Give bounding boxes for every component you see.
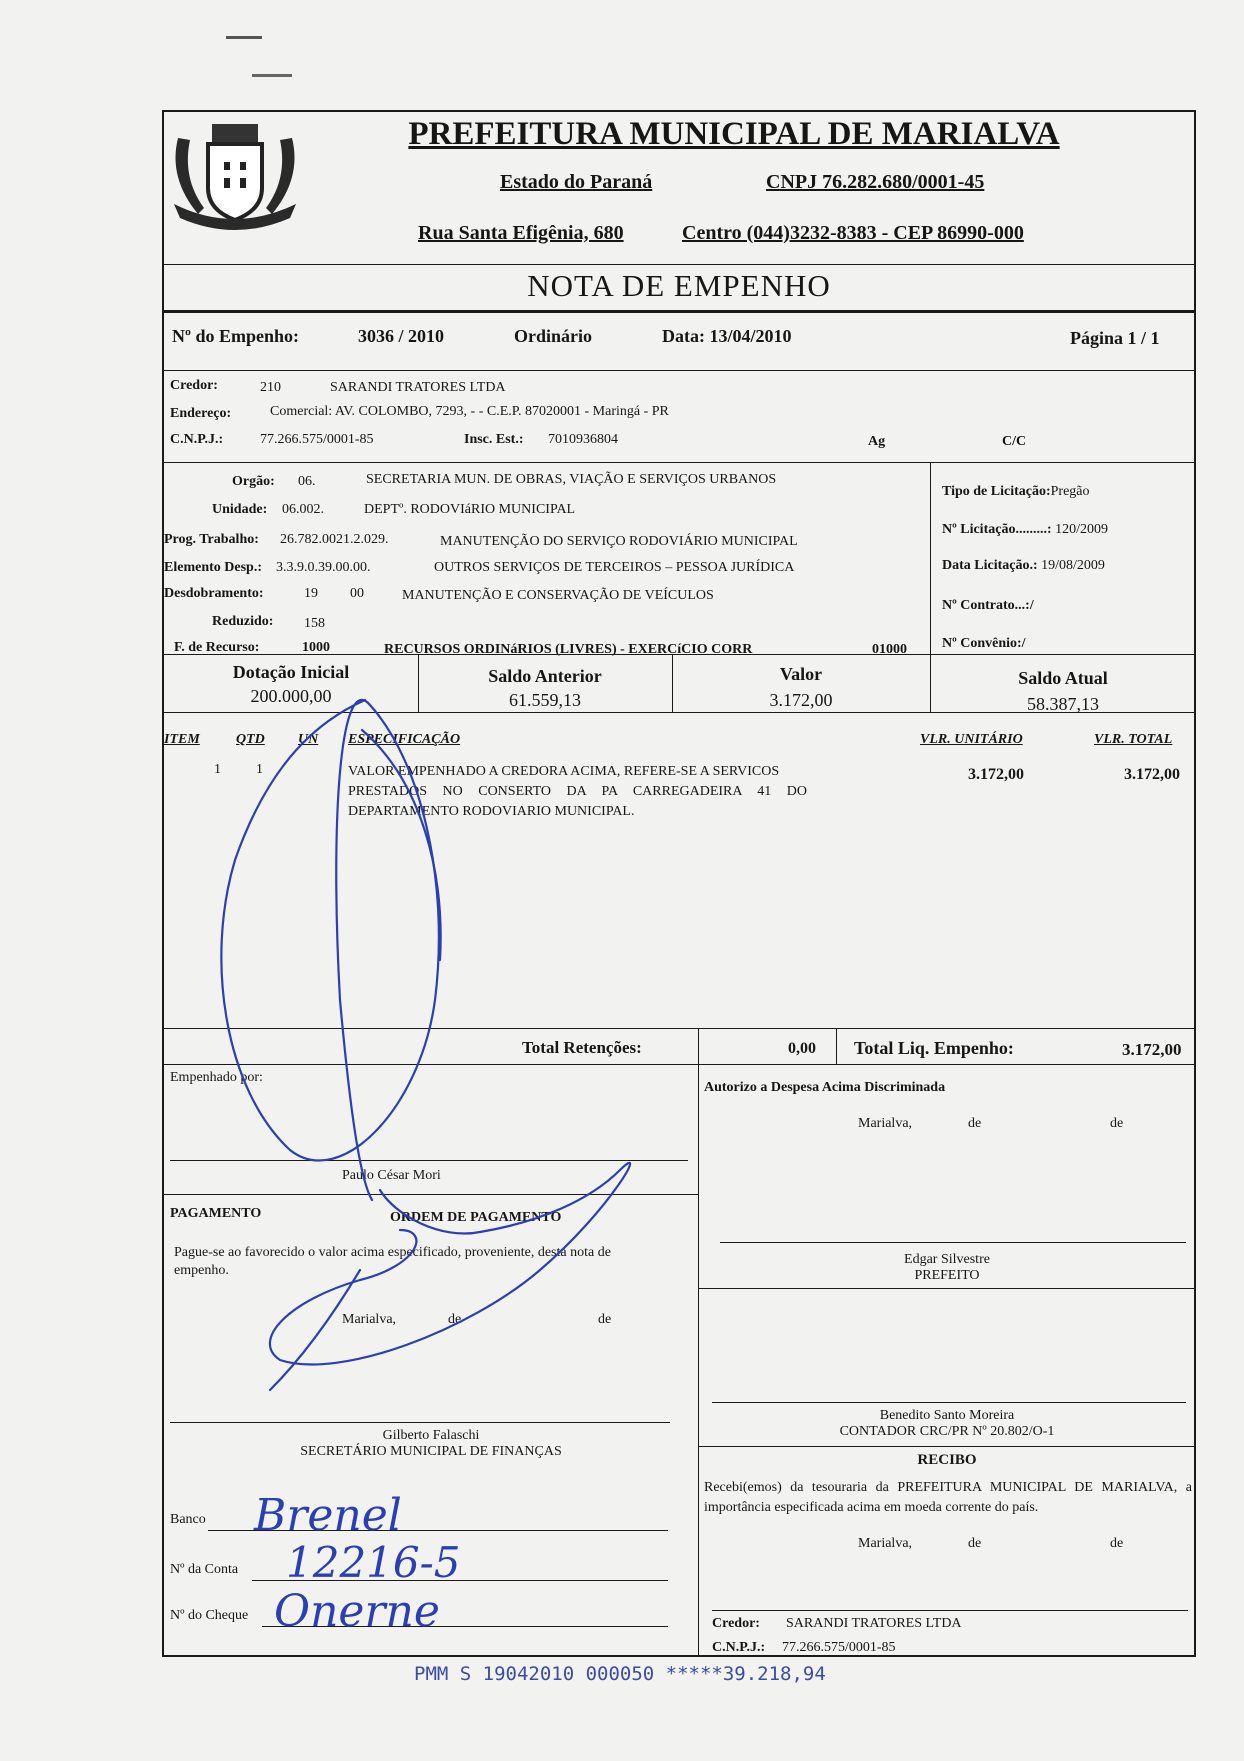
elem-name: OUTROS SERVIÇOS DE TERCEIROS – PESSOA JURÍDICA <box>434 560 795 575</box>
anterior-label: Saldo Anterior <box>488 666 602 686</box>
credor-address: Comercial: AV. COLOMBO, 7293, - - C.E.P. 87020001 - Maringá - PR <box>270 404 669 419</box>
col-un: UN <box>298 732 319 747</box>
orgao-name: SECRETARIA MUN. DE OBRAS, VIAÇÃO E SERVIÇOS URBANOS <box>366 472 777 487</box>
recibo-cnpj: 77.266.575/0001-85 <box>782 1640 896 1655</box>
autorizo-text: Autorizo a Despesa Acima Discriminada <box>704 1080 946 1095</box>
credor-label: Credor: <box>170 378 218 393</box>
credor-ie: 7010936804 <box>548 432 618 447</box>
prog-name: MANUTENÇÃO DO SERVIÇO RODOVIÁRIO MUNICIPAL <box>440 534 798 549</box>
empenhado-label: Empenhado por: <box>170 1070 263 1085</box>
atual-label: Saldo Atual <box>1018 668 1108 688</box>
pagamento-label: PAGAMENTO <box>170 1206 262 1221</box>
conta-label: Nº da Conta <box>170 1562 239 1577</box>
anterior-value: 61.559,13 <box>509 690 581 710</box>
cheque-handwritten: Onerne <box>274 1586 440 1637</box>
coat-of-arms-icon <box>168 118 302 234</box>
recurso-label: F. de Recurso: <box>174 640 260 655</box>
data-licitacao: Data Licitação.: 19/08/2009 <box>942 558 1105 573</box>
scan-mark <box>226 36 262 39</box>
credor-cnpj: 77.266.575/0001-85 <box>260 432 374 447</box>
cc-label: C/C <box>1002 434 1027 449</box>
recibo-cnpj-label: C.N.P.J.: <box>712 1640 766 1655</box>
empenho-number: 3036 / 2010 <box>358 326 445 346</box>
dotacao-value: 200.000,00 <box>250 686 332 706</box>
empenho-type: Ordinário <box>514 326 593 346</box>
recibo-label: RECIBO <box>917 1452 977 1468</box>
recibo-text: Recebi(emos) da tesouraria da PREFEITURA MUNICIPAL DE MARIALVA, a importância especificada acima em moeda corrente do país. <box>704 1480 1192 1515</box>
elem-label: Elemento Desp.: <box>164 560 262 575</box>
col-vlr-unitario: VLR. UNITÁRIO <box>920 732 1023 747</box>
contrato-label: Nº Contrato...:/ <box>942 598 1034 613</box>
cheque-label: Nº do Cheque <box>170 1608 249 1623</box>
ordem-pagamento-label: ORDEM DE PAGAMENTO <box>390 1210 562 1225</box>
municipality-title: PREFEITURA MUNICIPAL DE MARIALVA <box>408 116 1060 152</box>
empenho-date: Data: 13/04/2010 <box>662 326 792 346</box>
cnpj-header: CNPJ 76.282.680/0001-45 <box>766 171 985 193</box>
reduzido-label: Reduzido: <box>212 614 274 629</box>
conta-handwritten: 12216-5 <box>286 1538 461 1587</box>
retencoes-label: Total Retenções: <box>522 1038 642 1057</box>
secretario-signature: Gilberto Falaschi SECRETÁRIO MUNICIPAL DE FINANÇAS <box>300 1428 562 1459</box>
address-header: Rua Santa Efigênia, 680 <box>418 222 624 244</box>
atual-value: 58.387,13 <box>1027 694 1099 714</box>
orgao-label: Orgão: <box>232 474 275 489</box>
payment-stamp: PMM S 19042010 000050 *****39.218,94 <box>414 1663 826 1685</box>
liquido-label: Total Liq. Empenho: <box>854 1038 1014 1058</box>
contador-signature: Benedito Santo Moreira CONTADOR CRC/PR Nº 20.802/O-1 <box>839 1408 1055 1439</box>
desd-name: MANUTENÇÃO E CONSERVAÇÃO DE VEÍCULOS <box>402 588 714 603</box>
recibo-credor-label: Credor: <box>712 1616 760 1631</box>
valor-value: 3.172,00 <box>769 690 833 710</box>
unidade-name: DEPTº. RODOVIáRIO MUNICIPAL <box>364 502 576 517</box>
col-qtd: QTD <box>236 732 265 747</box>
recibo-credor-name: SARANDI TRATORES LTDA <box>786 1616 962 1631</box>
banco-label: Banco <box>170 1512 206 1527</box>
cnpj-label: C.N.P.J.: <box>170 432 224 447</box>
num-licitacao: Nº Licitação.........: 120/2009 <box>942 522 1108 537</box>
contact-header: Centro (044)3232-8383 - CEP 86990-000 <box>682 222 1024 244</box>
credor-code: 210 <box>260 380 281 395</box>
prog-label: Prog. Trabalho: <box>164 532 259 547</box>
empenho-label: Nº do Empenho: <box>172 326 299 346</box>
credor-name: SARANDI TRATORES LTDA <box>330 380 506 395</box>
empenho-form: PREFEITURA MUNICIPAL DE MARIALVA Estado do Paraná CNPJ 76.282.680/0001-45 Rua Santa Efigênia, 680 Centro (044)3232-8383 - CEP 86990-000 NOTA DE EMPENHO Nº do Empenho: 3036 / 2010 Ordinário Data: 13/04/2010 Página 1 / 1 Credor: 210 SARANDI TRATORES LTDA Endereço: Comercial: AV. COLOMBO, 7293, - - C.E.P. 87020001 - Maringá - PR C.N.P.J.: 77.266.575/0001-85 Insc. Est.: 7010936804 Ag C/C Orgão: 06. SECRETARIA MUN. DE OBRAS, VIAÇÃO E SERVIÇOS URBANOS Unidade: 06.002. DEPTº. RODOVIáRIO MUNICIPAL Prog. Trabalho: 26.782.0021.2.029. MANUTENÇÃO DO SERVIÇO RODOVIÁRIO MUNICIPAL Elemento Desp.: 3.3.9.0.39.00.00. OUTROS SERVIÇOS DE TERCEIROS – PESSOA JURÍDICA Desdobramento: 19 00 MANUTENÇÃO E CONSERVAÇÃO DE VEÍCULOS Reduzido: 158 F. de Recurso: 1000 RECURSOS ORDINáRIOS (LIVRES) - EXERCíCIO CORR 01000 Tipo de Licitação:Pregão Nº Licitação.........: 120/2009 Data Licitação.: 19/08/2009 Nº Contrato...:/ Nº Convênio:/ Dotação Inicial 200.000,00 Saldo Anterior 61.559,13 Valor 3.172,00 Saldo Atual 58.387,13 ITEM QTD UN ESPECIFICAÇÃO VLR. UNITÁRIO VLR. TOTAL 1 1 VALOR EMPENHADO A CREDORA ACIMA, REFERE-SE A SERVICOS PRESTADOS NO CONSERTO DA PA CARREGADEIRA 41 DO DEPARTAMENTO RODOVIARIO MUNICIPAL. 3.172,00 3.172,00 Total Retenções: 0,00 Total Liq. Empenho: 3.172,00 Empenhado por: Paulo César Mori Autorizo a Despesa Acima Discriminada Marialva, de de PAGAMENTO ORDEM DE PAGAMENTO Pague-se ao favorecido o valor acima especificado, proveniente, desta nota de empenho. Marialva, de de Edgar Silvestre PREFEITO Gilberto Falaschi SECRETÁRIO MUNICIPAL DE FINANÇAS Benedito Santo Moreira CONTADOR CRC/PR Nº 20.802/O-1 RECIBO Recebi(emos) da tesouraria da PREFEITURA MUNICIPAL DE MARIALVA, a importância especificada acima em moeda corrente do país. Marialva, de de Banco Nº da Conta Nº do Cheque Credor: SARANDI TRATORES LTDA C.N.P.J.: 77.266.575/0001-85 Brenel 12216-5 Onerne <box>162 110 1196 1657</box>
liquido-value: 3.172,00 <box>1122 1040 1182 1059</box>
convenio-label: Nº Convênio:/ <box>942 636 1026 651</box>
ie-label: Insc. Est.: <box>464 432 524 447</box>
col-vlr-total: VLR. TOTAL <box>1094 732 1173 747</box>
col-especificacao: ESPECIFICAÇÃO <box>348 732 461 747</box>
recurso-name: RECURSOS ORDINáRIOS (LIVRES) - EXERCíCIO CORR <box>384 642 753 657</box>
valor-label: Valor <box>779 664 823 684</box>
dotacao-label: Dotação Inicial <box>232 662 350 682</box>
pague-text: Pague-se ao favorecido o valor acima especificado, proveniente, desta nota de empenho. <box>174 1245 611 1278</box>
address-label: Endereço: <box>170 406 232 421</box>
desd-label: Desdobramento: <box>164 586 264 601</box>
document-title: NOTA DE EMPENHO <box>527 268 831 303</box>
page-number: Página 1 / 1 <box>1070 328 1160 348</box>
state-name: Estado do Paraná <box>500 171 653 193</box>
prefeito-signature: Edgar Silvestre PREFEITO <box>904 1252 990 1283</box>
empenhado-name: Paulo César Mori <box>342 1168 441 1183</box>
ag-label: Ag <box>868 434 886 449</box>
banco-handwritten: Brenel <box>254 1490 402 1541</box>
retencoes-value: 0,00 <box>788 1040 816 1057</box>
unidade-label: Unidade: <box>212 502 268 517</box>
tipo-licitacao-label: Tipo de Licitação:Pregão <box>942 484 1090 499</box>
col-item: ITEM <box>164 732 200 747</box>
scan-mark <box>252 74 292 77</box>
